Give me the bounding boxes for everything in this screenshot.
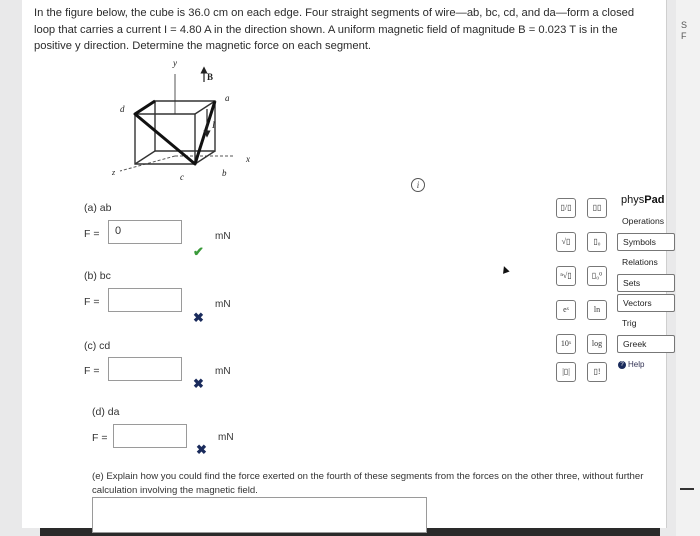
part-a-answer-input[interactable]: 0 — [108, 220, 182, 244]
menu-sets[interactable]: Sets — [617, 274, 675, 292]
problem-line-1: In the figure below, the cube is 36.0 cm on each edge. Four straight segments of wire—ab, bc, cd, and da—form a closed — [34, 7, 635, 19]
point-c-label: c — [180, 172, 184, 182]
problem-line-3: positive y direction. Determine the magnetic force on each segment. — [34, 40, 372, 52]
sub-superscript-button[interactable]: ▯₀⁰ — [587, 266, 607, 286]
sqrt-button[interactable]: √▯ — [556, 232, 576, 252]
part-c-f-label: F = — [84, 365, 100, 377]
z-axis-label: z — [112, 168, 116, 177]
edge-dash — [680, 488, 694, 490]
part-b-answer-input[interactable] — [108, 288, 182, 312]
part-a-f-label: F = — [84, 228, 100, 240]
current-label: I — [212, 120, 215, 130]
part-b-f-label: F = — [84, 296, 100, 308]
menu-symbols[interactable]: Symbols — [617, 233, 675, 251]
point-d-label: d — [120, 104, 125, 114]
cross-icon: ✖ — [193, 310, 204, 325]
point-b-label: b — [222, 168, 227, 178]
subscript-button[interactable]: ▯₀ — [587, 232, 607, 252]
y-axis-label: y — [173, 58, 177, 68]
problem-statement — [34, 5, 684, 55]
help-link[interactable] — [618, 360, 644, 369]
menu-trig[interactable]: Trig — [622, 318, 637, 328]
mouse-cursor-icon: ▲ — [496, 260, 513, 278]
fraction-button[interactable]: ▯/▯ — [556, 198, 576, 218]
cube-edge — [135, 151, 155, 164]
part-d-f-label: F = — [92, 432, 108, 444]
menu-vectors[interactable]: Vectors — [617, 294, 675, 312]
menu-relations[interactable]: Relations — [622, 257, 658, 267]
physpad-title — [621, 194, 664, 206]
cross-icon: ✖ — [196, 442, 207, 457]
superscript-button[interactable]: ▯▯ — [587, 198, 607, 218]
check-icon: ✔ — [193, 244, 204, 259]
part-a-label: (a) ab — [84, 202, 112, 214]
b-field-label: B — [207, 72, 214, 82]
part-c-answer-input[interactable] — [108, 357, 182, 381]
cross-icon: ✖ — [193, 376, 204, 391]
physpad-title-bold: Pad — [644, 194, 665, 206]
help-icon: ? — [618, 361, 626, 369]
ln-button[interactable]: ln — [587, 300, 607, 320]
exp-button[interactable]: eˣ — [556, 300, 576, 320]
part-b-unit: mN — [215, 299, 231, 310]
part-e-prompt: (e) Explain how you could find the force exerted on the fourth of these segments from the forces on the other three, without further calculation involving the magnetic field. — [92, 471, 644, 496]
physpad-buttons — [546, 194, 616, 394]
cube-figure — [100, 56, 270, 186]
abs-button[interactable]: |▯| — [556, 362, 576, 382]
ten-power-button[interactable]: 10ˣ — [556, 334, 576, 354]
log-button[interactable]: log — [587, 334, 607, 354]
edge-text-2: F — [681, 31, 687, 41]
help-label: Help — [628, 360, 645, 369]
right-panel-edge — [676, 0, 700, 536]
menu-greek[interactable]: Greek — [617, 335, 675, 353]
part-b-label: (b) bc — [84, 270, 111, 282]
part-c-unit: mN — [215, 366, 231, 377]
part-d-answer-input[interactable] — [113, 424, 187, 448]
problem-line-2: loop that carries a current I = 4.80 A in the direction shown. A uniform magnetic field of magnitude B = 0.023 T is in the — [34, 23, 618, 36]
part-e-answer-textarea[interactable] — [92, 497, 427, 533]
part-d-unit: mN — [218, 432, 234, 443]
physpad-title-prefix: phys — [621, 194, 645, 206]
menu-operations[interactable]: Operations — [622, 216, 665, 226]
info-icon[interactable]: i — [411, 178, 425, 192]
part-d-label: (d) da — [92, 406, 120, 418]
x-axis-label: x — [246, 154, 250, 164]
nth-root-button[interactable]: ⁿ√▯ — [556, 266, 576, 286]
part-a-unit: mN — [215, 231, 231, 242]
factorial-button[interactable]: ▯! — [587, 362, 607, 382]
point-a-label: a — [225, 93, 230, 103]
part-c-label: (c) cd — [84, 340, 111, 352]
edge-text-1: S — [681, 20, 688, 30]
